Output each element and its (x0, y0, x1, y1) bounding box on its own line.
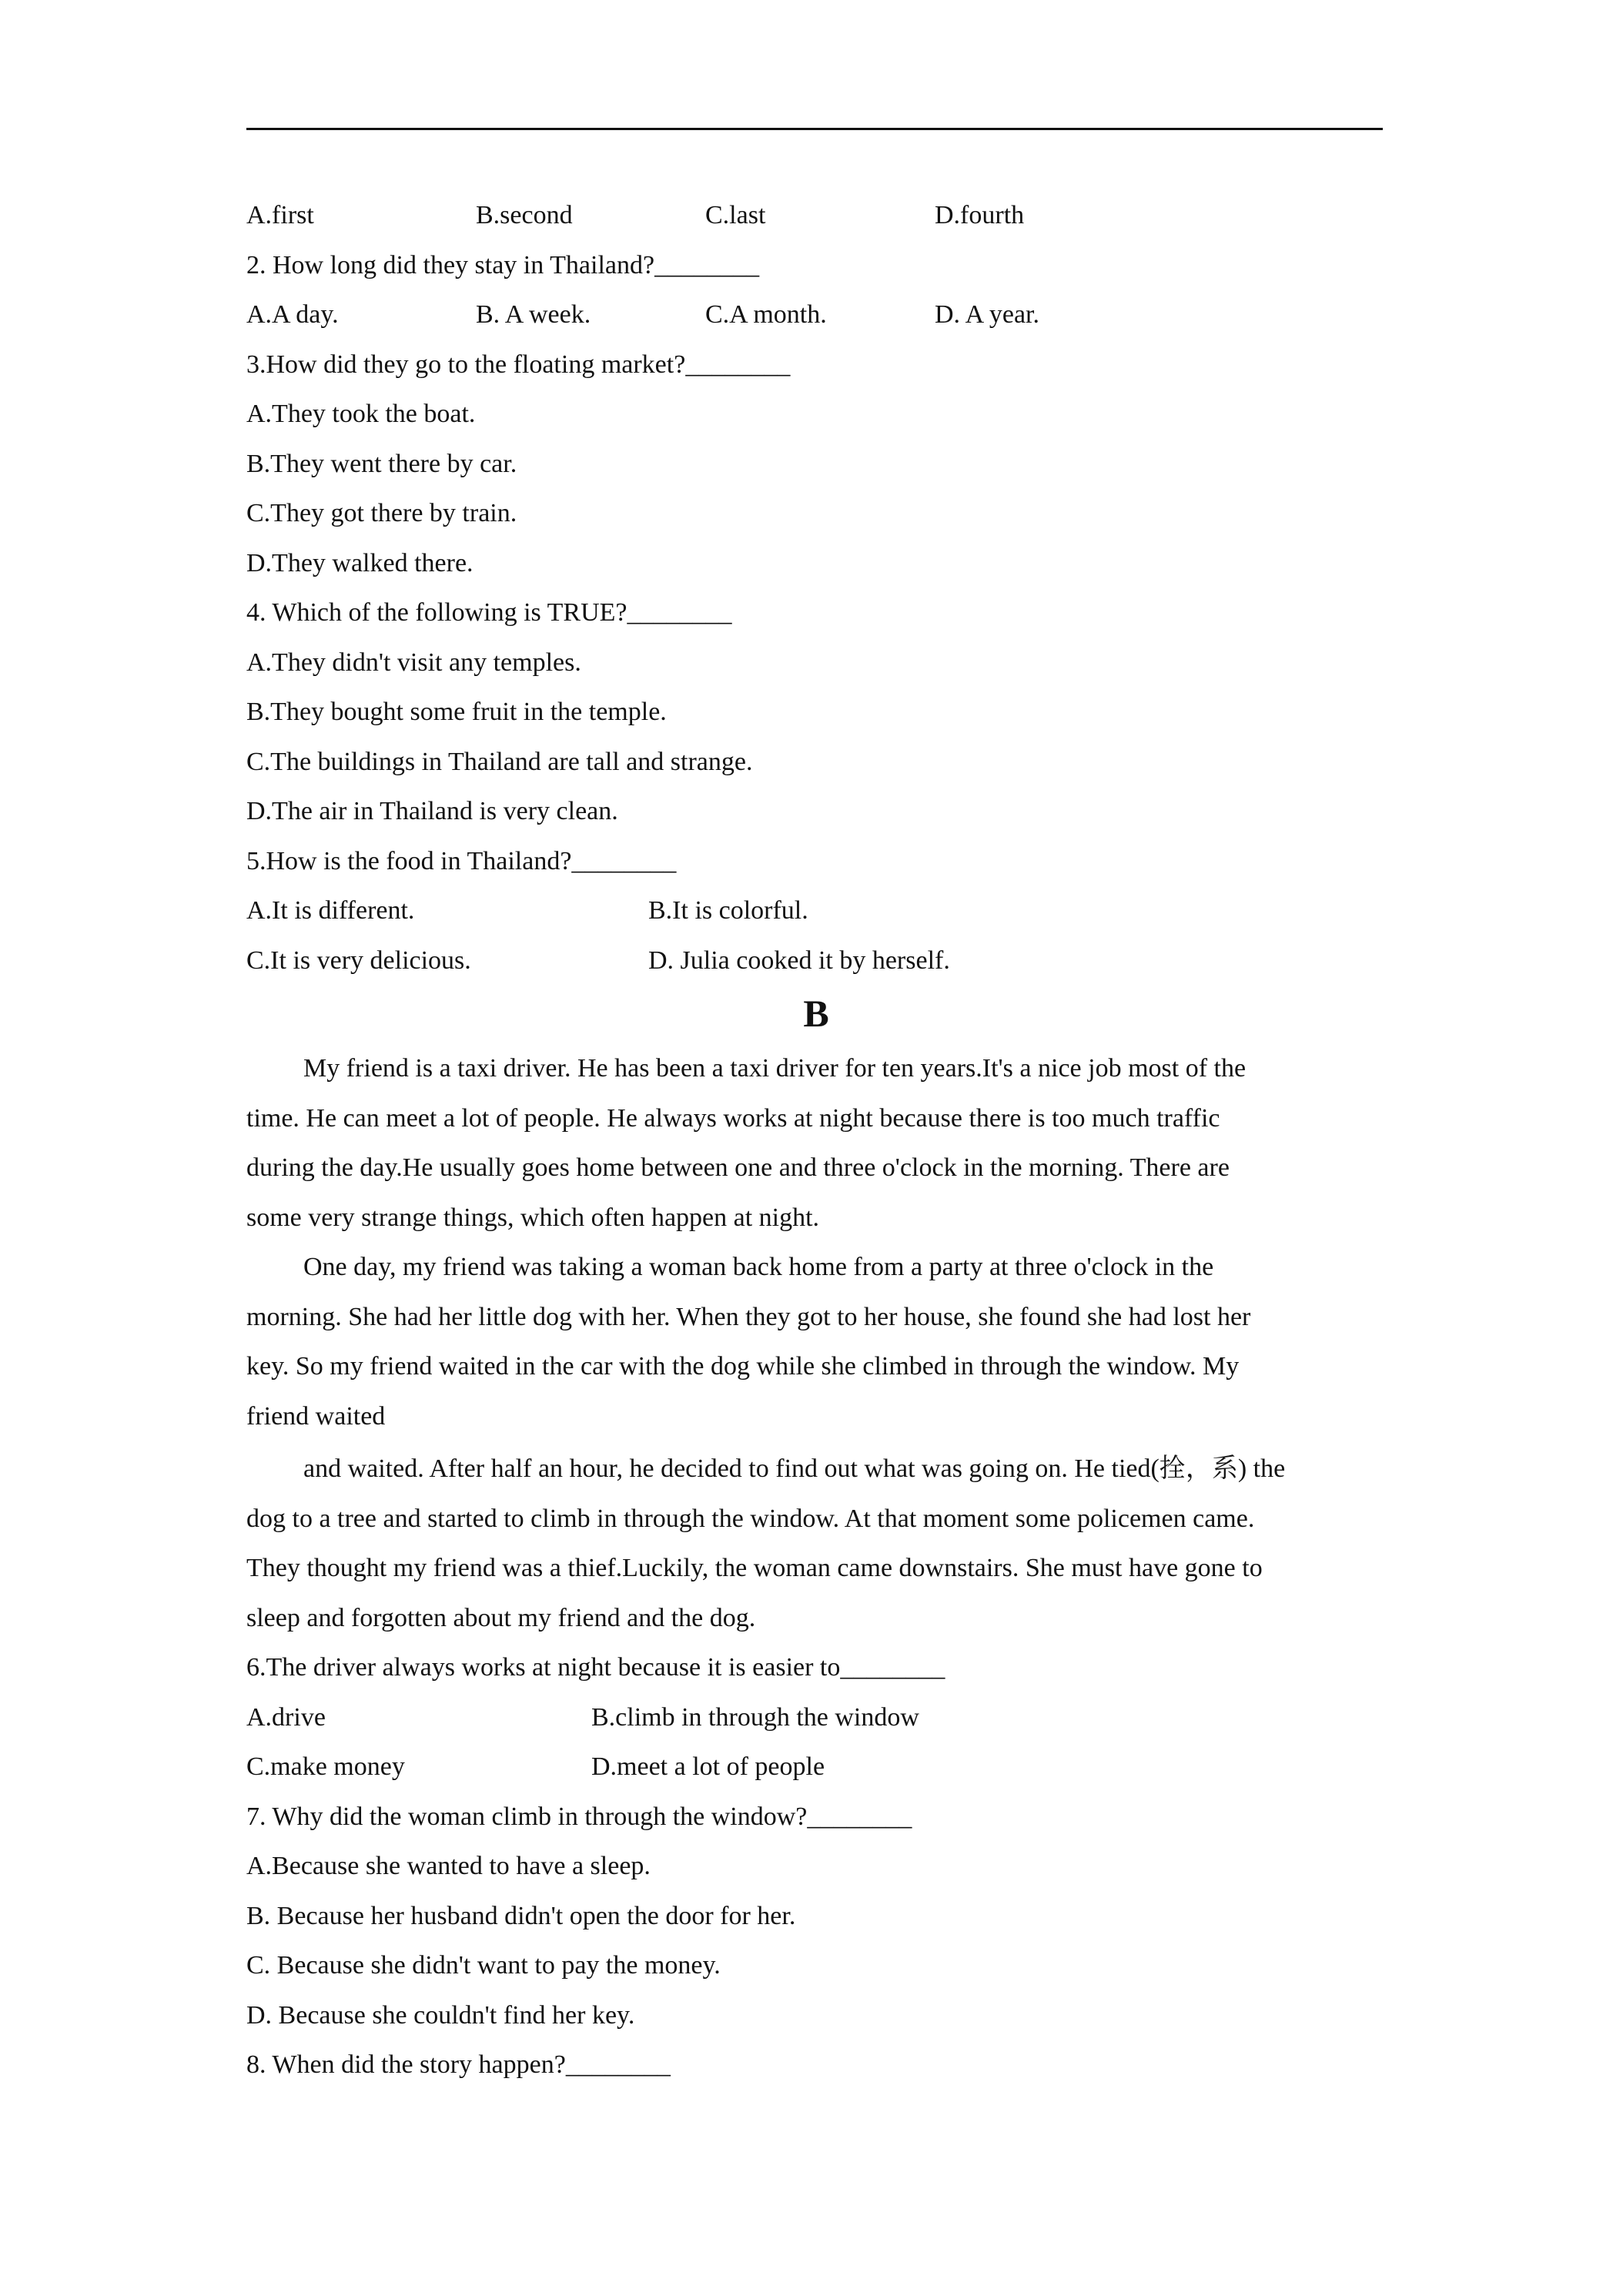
passage-line: and waited. After half an hour, he decided to find out what was going on. He tied(拴，系) the (303, 1454, 1286, 1483)
q4-option-a: A.They didn't visit any temples. (246, 648, 581, 677)
passage-line: time. He can meet a lot of people. He always works at night because there is too much traffic (246, 1103, 1220, 1133)
q6-option-a: A.drive (246, 1702, 326, 1732)
q4-option-c: C.The buildings in Thailand are tall and strange. (246, 747, 753, 776)
passage-line: some very strange things, which often happen at night. (246, 1203, 820, 1232)
passage-line: My friend is a taxi driver. He has been a taxi driver for ten years.It's a nice job most of the (303, 1054, 1247, 1083)
section-b-passage (246, 1044, 1386, 1643)
q4-option-b: B.They bought some fruit in the temple. (246, 698, 667, 726)
q5-option-c: C.It is very delicious. (246, 946, 471, 975)
q3-stem: 3.How did they go to the floating market?________ (246, 350, 791, 379)
q7-option-d: D. Because she couldn't find her key. (246, 2000, 635, 2030)
q5-option-d: D. Julia cooked it by herself. (648, 946, 950, 975)
q2-options (246, 290, 1386, 340)
q3-option-c: C.They got there by train. (246, 499, 517, 527)
q6-options-row-1 (246, 1693, 1386, 1743)
q5-stem: 5.How is the food in Thailand?________ (246, 846, 677, 875)
q2-option-b: B. A week. (476, 300, 591, 329)
passage-line: during the day.He usually goes home between one and three o'clock in the morning. There are (246, 1153, 1230, 1182)
q1-option-d: D.fourth (935, 201, 1025, 229)
q3-option-d: D.They walked there. (246, 548, 474, 577)
passage-line: morning. She had her little dog with her. When they got to her house, she found she had lost her (246, 1302, 1251, 1331)
q5-option-b: B.It is colorful. (648, 896, 808, 925)
q2-option-c: C.A month. (705, 300, 827, 329)
passage-line: One day, my friend was taking a woman back home from a party at three o'clock in the (303, 1253, 1214, 1281)
q2-option-a: A.A day. (246, 300, 339, 329)
q3-option-b: B.They went there by car. (246, 449, 517, 478)
q7-option-a: A.Because she wanted to have a sleep. (246, 1852, 651, 1880)
q3-option-a: A.They took the boat. (246, 400, 476, 428)
passage-line: friend waited (246, 1401, 386, 1431)
passage-line: They thought my friend was a thief.Luckily, the woman came downstairs. She must have gone to (246, 1554, 1263, 1582)
q5-options-row-2 (246, 936, 1386, 986)
q5-options-row-1 (246, 886, 1386, 936)
q6-option-c: C.make money (246, 1752, 405, 1781)
passage-line: sleep and forgotten about my friend and the dog. (246, 1603, 756, 1632)
q1-option-c: C.last (705, 201, 766, 229)
q7-option-c: C. Because she didn't want to pay the money. (246, 1951, 721, 1980)
passage-line: dog to a tree and started to climb in through the window. At that moment some policemen came. (246, 1504, 1255, 1533)
section-b-heading: B (803, 992, 829, 1035)
q7-option-b: B. Because her husband didn't open the door for her. (246, 1901, 796, 1930)
q8-stem: 8. When did the story happen?________ (246, 2050, 671, 2079)
q1-option-a: A.first (246, 201, 314, 229)
q4-option-d: D.The air in Thailand is very clean. (246, 797, 618, 825)
q6-option-b: B.climb in through the window (591, 1702, 919, 1732)
q2-option-d: D. A year. (935, 300, 1039, 329)
q6-options-row-2 (246, 1742, 1386, 1792)
header-rule (246, 128, 1383, 130)
passage-line: key. So my friend waited in the car with the dog while she climbed in through the window. My (246, 1352, 1240, 1381)
q4-stem: 4. Which of the following is TRUE?________ (246, 598, 732, 627)
q5-option-a: A.It is different. (246, 896, 415, 925)
worksheet-content (246, 191, 1386, 2090)
q1-options (246, 191, 1386, 241)
q7-stem: 7. Why did the woman climb in through the window?________ (246, 1802, 912, 1831)
q6-stem: 6.The driver always works at night because it is easier to________ (246, 1653, 945, 1682)
q6-option-d: D.meet a lot of people (591, 1752, 825, 1781)
q2-stem: 2. How long did they stay in Thailand?________ (246, 250, 760, 279)
q1-option-b: B.second (476, 201, 573, 229)
